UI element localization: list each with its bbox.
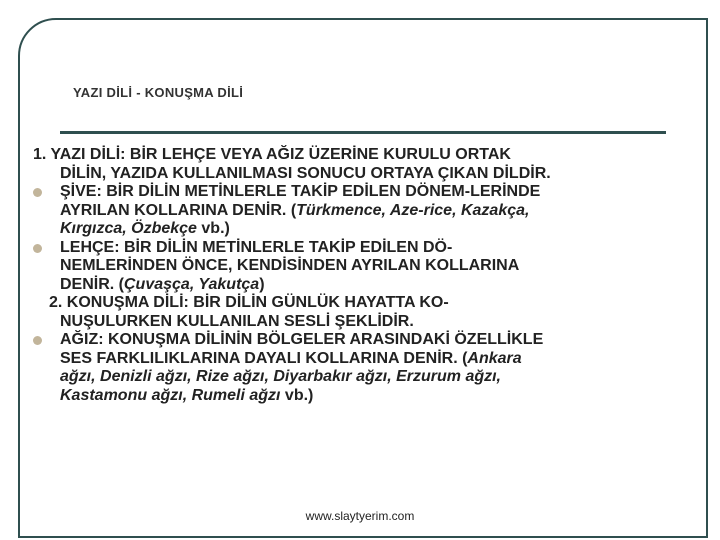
slide-body	[33, 146, 693, 405]
bullet-text: DENİR. (	[60, 275, 124, 293]
bullet-example: Çuvaşça, Yakutça	[124, 275, 260, 293]
bullet-line	[33, 276, 693, 295]
item-line: NUŞULURKEN KULLANILAN SESLİ ŞEKLİDİR.	[60, 312, 414, 330]
bullet-text: AYRILAN KOLLARINA DENİR. (	[60, 201, 297, 219]
bullet-dot-icon	[33, 336, 42, 345]
item-konusma-dili	[33, 294, 693, 331]
bullet-dot-icon	[33, 188, 42, 197]
bullet-text: vb.)	[280, 386, 314, 404]
bullet-line: NEMLERİNDEN ÖNCE, KENDİSİNDEN AYRILAN KOLLARINA	[60, 257, 520, 274]
item-yazi-dili	[33, 146, 693, 183]
bullet-dot-icon	[33, 244, 42, 253]
bullet-example: Ankara	[467, 349, 522, 367]
bullet-text: )	[259, 275, 265, 293]
bullet-example: Kırgızca, Özbekçe	[60, 220, 197, 237]
item-line: 2. KONUŞMA DİLİ: BİR DİLİN GÜNLÜK HAYATTA KO-	[49, 294, 449, 311]
item-line: DİLİN, YAZIDA KULLANILMASI SONUCU ORTAYA ÇIKAN DİLDİR.	[60, 164, 551, 182]
bullet-line	[33, 202, 693, 221]
title-divider	[60, 131, 666, 134]
bullet-line	[33, 220, 693, 239]
bullet-sive	[33, 183, 693, 239]
slide-title: YAZI DİLİ - KONUŞMA DİLİ	[73, 85, 244, 100]
bullet-line: LEHÇE: BİR DİLİN METİNLERLE TAKİP EDİLEN DÖ-	[60, 238, 453, 256]
bullet-agiz	[33, 331, 693, 405]
bullet-line	[33, 387, 693, 406]
bullet-line: ŞİVE: BİR DİLİN METİNLERLE TAKİP EDİLEN DÖNEM-LERİNDE	[60, 183, 541, 200]
bullet-example: Türkmence, Aze-rice, Kazakça,	[296, 201, 530, 219]
footer-source-link[interactable]: www.slaytyerim.com	[305, 509, 415, 523]
bullet-line: AĞIZ: KONUŞMA DİLİNİN BÖLGELER ARASINDAKİ ÖZELLİKLE	[60, 331, 544, 348]
bullet-lehce	[33, 239, 693, 295]
bullet-line	[33, 350, 693, 369]
bullet-example: Kastamonu ağzı, Rumeli ağzı	[60, 386, 281, 404]
bullet-text: vb.)	[196, 220, 230, 237]
item-line: 1. YAZI DİLİ: BİR LEHÇE VEYA AĞIZ ÜZERİNE KURULU ORTAK	[33, 146, 511, 163]
bullet-line: ağzı, Denizli ağzı, Rize ağzı, Diyarbakır ağzı, Erzurum ağzı,	[60, 368, 501, 385]
bullet-text: SES FARKLILIKLARINA DAYALI KOLLARINA DENİR. (	[60, 349, 468, 367]
